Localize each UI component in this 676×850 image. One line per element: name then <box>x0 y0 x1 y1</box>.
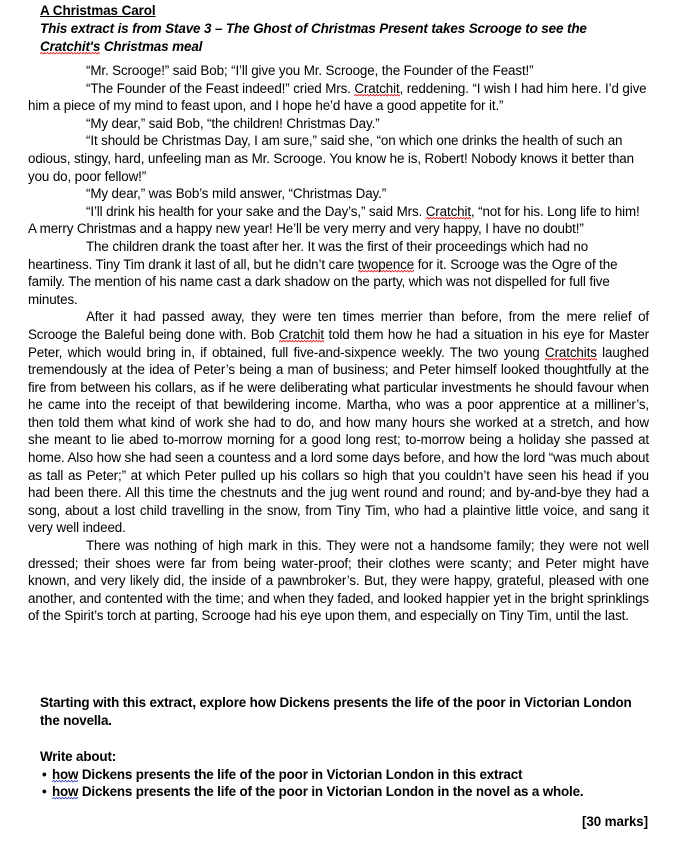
paragraph-text-after: for it. Scrooge was the Ogre of the family. The mention of his name cast a dark shadow on the party, which was not dispelled for full five minutes. <box>28 256 618 307</box>
misspelled-word-cratchit: Cratchit <box>425 203 471 219</box>
extract-paragraph-6 <box>28 203 649 238</box>
extract-note-part2: Christmas meal <box>100 38 203 54</box>
extract-paragraph-9 <box>28 537 649 625</box>
page-title: A Christmas Carol <box>40 3 156 18</box>
extract-source-note <box>40 20 650 55</box>
misspelled-word-cratchit: Cratchit <box>278 326 324 342</box>
bullet-marker-icon: • <box>42 766 47 782</box>
extract-paragraph-3 <box>28 115 649 133</box>
list-item <box>40 766 648 784</box>
extract-paragraph-8 <box>28 308 649 537</box>
extract-paragraph-2 <box>28 80 649 115</box>
write-about-bullet-list <box>40 766 648 801</box>
paragraph-segment-1: After it had passed away, they were ten times merrier than before, from the mere relief of Scrooge the Baleful being done with. Bob <box>28 309 649 342</box>
document-header <box>40 2 650 55</box>
paragraph-text: “My dear,” said Bob, “the children! Christmas Day.” <box>86 115 380 131</box>
grammar-flagged-word-how: how <box>52 766 79 782</box>
bullet-text: Dickens presents the life of the poor in Victorian London in this extract <box>78 766 523 782</box>
misspelled-word-cratchits: Cratchit's <box>40 38 101 54</box>
extract-note-part1: This extract is from Stave 3 – The Ghost of Christmas Present takes Scrooge to see the <box>40 21 587 36</box>
marks-allocation: [30 marks] <box>582 814 648 829</box>
misspelled-word-cratchits: Cratchits <box>545 344 597 360</box>
paragraph-text-before: “I’ll drink his health for your sake and the Day’s,” said Mrs. <box>86 203 426 219</box>
paragraph-segment-2: told them how he had a situation in his eye for Master Peter, which would bring in, if obtained, full five-and-sixpence weekly. The two young <box>28 326 649 360</box>
extract-paragraph-5 <box>28 185 649 203</box>
paragraph-text: “It should be Christmas Day, I am sure,” said she, “on which one drinks the health of such an odious, stingy, hard, unfeeling man as Mr. Scrooge. You know he is, Robert! Nobody knows it better than you do, poor fellow!” <box>28 133 634 184</box>
paragraph-text: “My dear,” was Bob’s mild answer, “Christmas Day.” <box>86 186 387 202</box>
bullet-marker-icon: • <box>42 784 47 799</box>
paragraph-segment-3: laughed tremendously at the idea of Peter’s being a man of business; and Peter himself looked thoughtfully at the fire from between his collars, as if he were deliberating what particular investments he should favour when he came into the receipt of that bewildering income. Martha, who was a poor apprentice at a milliner’s, then told them what kind of work she had to do, and how many hours she worked at a stretch, and how she meant to lie abed to-morrow morning for a good long rest; to-morrow being a holiday she passed at home. Also how she had seen a countess and a lord some days before, and how the lord “was much about as tall as Peter;” at which Peter pulled up his collars so high that you couldn’t have seen his head if you had been there. All this time the chestnuts and the jug went round and round; and by-and-bye they had a song, about a lost child travelling in the snow, from Tiny Tim, who had a plaintive little voice, and sang it very well indeed. <box>28 344 649 536</box>
misspelled-word-cratchit: Cratchit <box>354 80 400 96</box>
exam-question-prompt: Starting with this extract, explore how Dickens presents the life of the poor in Victorian London the novella. <box>40 695 632 728</box>
paragraph-text: “Mr. Scrooge!” said Bob; “I’ll give you Mr. Scrooge, the Founder of the Feast!” <box>86 63 534 78</box>
paragraph-text-before: “The Founder of the Feast indeed!” cried Mrs. <box>86 80 355 96</box>
bullet-text: Dickens presents the life of the poor in Victorian London in the novel as a whole. <box>78 784 584 799</box>
write-about-label: Write about: <box>40 749 117 764</box>
grammar-flagged-word-how: how <box>52 784 79 799</box>
extract-body <box>28 62 649 625</box>
paragraph-text-before: The children drank the toast after her. It was the first of their proceedings which had no heartiness. Tiny Tim drank it last of all, but he didn’t care <box>28 238 589 272</box>
paragraph-text: There was nothing of high mark in this. They were not a handsome family; they were not well dressed; their shoes were far from being water-proof; their clothes were scanty; and Peter might have known, and very likely did, the inside of a pawnbroker’s. But, they were happy, grateful, pleased with one another, and contented with the time; and when they faded, and looked happier yet in the bright sprinklings of the Spirit’s torch at parting, Scrooge had his eye upon them, and especially on Tiny Tim, until the last. <box>28 538 649 624</box>
misspelled-word-twopence: twopence <box>357 256 415 272</box>
extract-paragraph-1 <box>28 62 649 80</box>
extract-paragraph-4 <box>28 132 649 185</box>
paragraph-text-after: , “not for his. Long life to him! A merry Christmas and a happy new year! He’ll be very merry and very happy, I have no doubt!” <box>28 203 640 237</box>
list-item <box>40 783 648 801</box>
paragraph-text-after: , reddening. “I wish I had him here. I’d give him a piece of my mind to feast upon, and I hope he’d have a good appetite for it.” <box>28 80 647 114</box>
write-about-section <box>40 748 648 801</box>
extract-paragraph-7 <box>28 238 649 308</box>
